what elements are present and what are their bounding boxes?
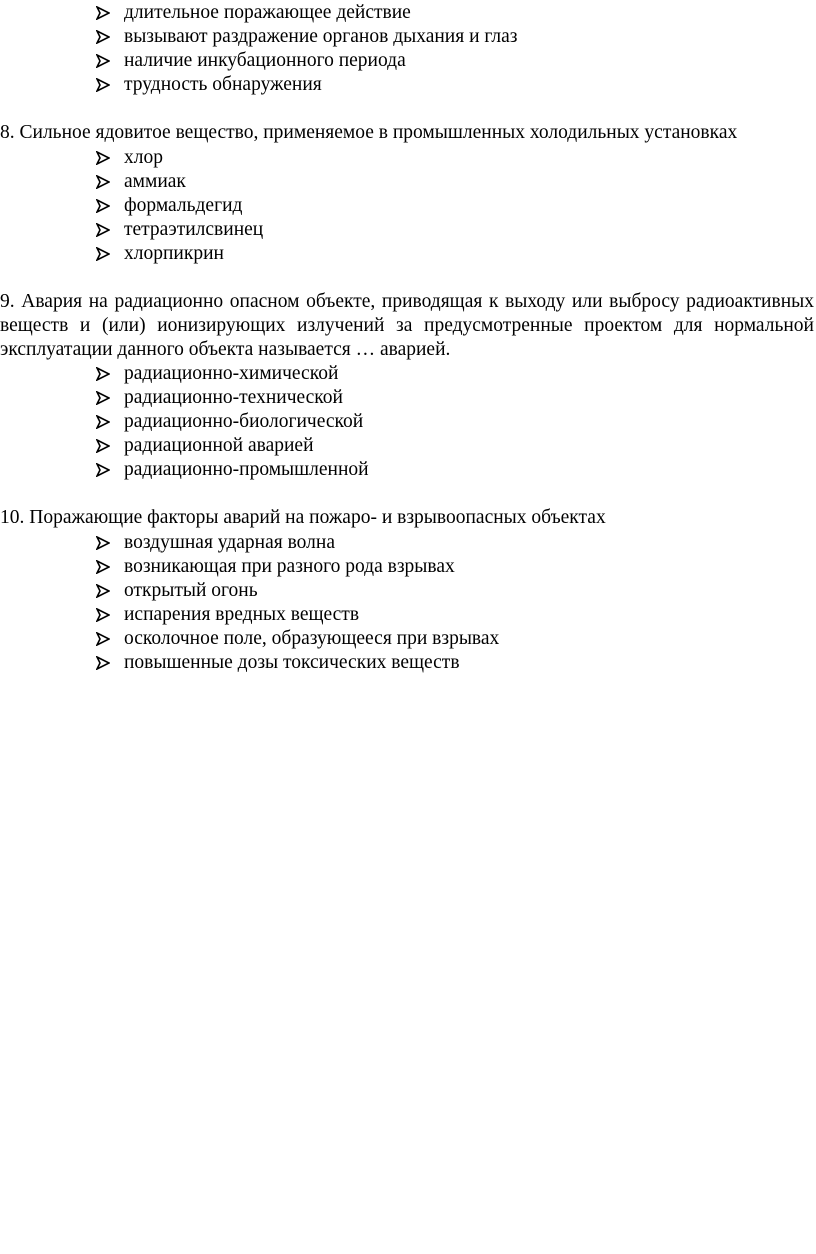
list-item (96, 1, 518, 25)
arrow-bullet-icon (96, 362, 124, 386)
arrow-bullet-icon (96, 170, 124, 194)
list-item (96, 410, 369, 434)
arrow-bullet-icon (96, 242, 124, 266)
option-text: осколочное поле, образующееся при взрывах (124, 628, 500, 649)
question-10-options (96, 531, 499, 675)
list-item (96, 194, 263, 218)
option-text: трудность обнаружения (124, 74, 322, 95)
arrow-bullet-icon (96, 1, 124, 25)
list-item (96, 531, 499, 555)
option-text: радиационно-химической (124, 363, 339, 384)
list-item (96, 434, 369, 458)
arrow-bullet-icon (96, 25, 124, 49)
option-text: испарения вредных веществ (124, 604, 360, 625)
list-item (96, 579, 499, 603)
question-8-text: 8. Сильное ядовитое вещество, применяемое в промышленных холодильных установках (0, 122, 738, 143)
question-8-options (96, 146, 263, 266)
option-text: радиационно-технической (124, 387, 343, 408)
arrow-bullet-icon (96, 555, 124, 579)
arrow-bullet-icon (96, 410, 124, 434)
option-text: повышенные дозы токсических веществ (124, 652, 460, 673)
arrow-bullet-icon (96, 386, 124, 410)
arrow-bullet-icon (96, 218, 124, 242)
list-item (96, 170, 263, 194)
arrow-bullet-icon (96, 194, 124, 218)
question-9-text: 9. Авария на радиационно опасном объекте, приводящая к выходу или выбросу радиоактивных веществ и (или) ионизирующих излучений за предусмотренные проектом для нормальной эксплуатации данного объекта называется … аварией. (0, 291, 814, 360)
option-text: наличие инкубационного периода (124, 50, 406, 71)
arrow-bullet-icon (96, 146, 124, 170)
option-text: аммиак (124, 171, 186, 192)
list-item (96, 651, 499, 675)
question-9-options (96, 362, 369, 482)
list-item (96, 386, 369, 410)
option-text: открытый огонь (124, 580, 258, 601)
option-text: возникающая при разного рода взрывах (124, 556, 455, 577)
option-text: длительное поражающее действие (124, 2, 411, 23)
arrow-bullet-icon (96, 434, 124, 458)
arrow-bullet-icon (96, 579, 124, 603)
list-item (96, 555, 499, 579)
option-text: радиационно-промышленной (124, 459, 369, 480)
list-item (96, 218, 263, 242)
option-text: воздушная ударная волна (124, 532, 335, 553)
arrow-bullet-icon (96, 73, 124, 97)
option-text: радиационно-биологической (124, 411, 364, 432)
list-item (96, 49, 518, 73)
question-10-text: 10. Поражающие факторы аварий на пожаро- и взрывоопасных объектах (0, 507, 606, 528)
arrow-bullet-icon (96, 458, 124, 482)
option-list-continued (96, 1, 518, 97)
arrow-bullet-icon (96, 531, 124, 555)
option-text: хлор (124, 147, 163, 168)
option-text: тетраэтилсвинец (124, 219, 264, 240)
list-item (96, 627, 499, 651)
arrow-bullet-icon (96, 651, 124, 675)
option-text: хлорпикрин (124, 243, 224, 264)
list-item (96, 146, 263, 170)
list-item (96, 603, 499, 627)
arrow-bullet-icon (96, 603, 124, 627)
list-item (96, 25, 518, 49)
list-item (96, 362, 369, 386)
list-item (96, 458, 369, 482)
arrow-bullet-icon (96, 627, 124, 651)
option-text: вызывают раздражение органов дыхания и глаз (124, 26, 518, 47)
arrow-bullet-icon (96, 49, 124, 73)
list-item (96, 73, 518, 97)
list-item (96, 242, 263, 266)
option-text: формальдегид (124, 195, 243, 216)
option-text: радиационной аварией (124, 435, 314, 456)
